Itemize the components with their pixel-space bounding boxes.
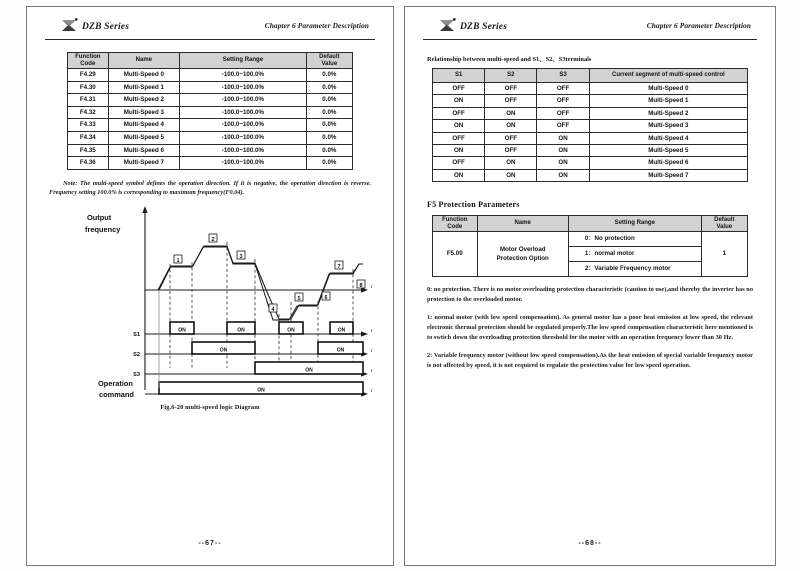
f5-table-body [433,232,748,277]
svg-text:Operation: Operation [98,378,133,388]
right-page-number: --68-- [578,540,602,547]
svg-text:ON: ON [305,367,313,374]
cell-s3: OFF [537,95,589,107]
svg-text:2: 2 [211,236,215,243]
cell-code: F4.32 [68,106,109,119]
cell-s3: OFF [537,120,589,132]
svg-text:4: 4 [271,306,275,313]
table-row [433,83,748,95]
col-default-value: Default Value [306,53,352,69]
cell-s1: ON [433,120,485,132]
cell-name: Multi-Speed 6 [108,144,180,157]
svg-text:ON: ON [219,347,228,354]
cell-s2: ON [485,120,537,132]
table-row [68,119,353,132]
cell-option-2: 2：Variable Frequency motor [568,262,701,277]
svg-text:t: t [371,387,373,394]
table-row [68,81,353,94]
cell-s3: OFF [537,83,589,95]
left-page-header [45,17,375,40]
name-line-2: Protection Option [496,255,549,263]
cell-range: -100.0~100.0% [180,69,307,82]
cell-s2: ON [485,157,537,169]
cell-segment: Multi-Speed 4 [589,132,747,144]
right-page-header [423,17,757,40]
col-setting-range: Setting Range [180,53,307,69]
relationship-title: Relationship between multi-speed and S1、S2、S3terminals [427,56,592,63]
table-row [68,157,353,170]
cell-segment: Multi-Speed 0 [589,83,747,95]
table-row [433,144,748,156]
cell-default: 0.0% [306,131,352,144]
cell-default: 0.0% [306,144,352,157]
company-logo-icon [61,18,78,33]
cell-name: Multi-Speed 2 [108,94,180,107]
cell-range: -100.0~100.0% [180,106,307,119]
cell-s1: OFF [433,132,485,144]
cell-default: 1 [701,232,747,277]
cell-s1: OFF [433,83,485,95]
cell-code: F5.00 [433,232,478,277]
protection-paragraph-1: 1: normal motor (with low speed compensation). As general motor has a poor heat emission at low speed, the relevant electronic thermal protection should be regulated properly.The low speed compensation characteristic here mentioned is to swtich down the overloading protection threshold for the motor with an operation frequency lower than 30 Hz. [427,314,753,342]
cell-s1: OFF [433,157,485,169]
svg-text:ON: ON [337,327,346,334]
cell-code: F4.29 [68,69,109,82]
cell-code: F4.33 [68,119,109,132]
svg-text:S2: S2 [133,351,140,358]
table-row [68,144,353,157]
cell-s2: OFF [485,144,537,156]
cell-code: F4.36 [68,157,109,170]
cell-default: 0.0% [306,69,352,82]
cell-code: F4.30 [68,81,109,94]
cell-s2: OFF [485,95,537,107]
svg-text:ON: ON [178,327,186,334]
col-function-code: Function Code [433,216,478,232]
table-row [68,69,353,82]
cell-name: Multi-Speed 4 [108,119,180,132]
brand-logo [439,18,507,33]
cell-s1: ON [433,95,485,107]
svg-text:Output: Output [87,212,112,222]
cell-range: -100.0~100.0% [180,131,307,144]
svg-text:8: 8 [359,282,363,289]
svg-text:ON: ON [287,327,295,334]
cell-segment: Multi-Speed 7 [589,169,747,181]
cell-s2: OFF [485,132,537,144]
cell-code: F4.34 [68,131,109,144]
figure-svg [41,202,379,400]
cell-s1: ON [433,144,485,156]
cell-name: Multi-Speed 5 [108,131,180,144]
table-row [68,106,353,119]
cell-s2: ON [485,169,537,181]
cell-default: 0.0% [306,81,352,94]
svg-text:6: 6 [324,294,328,301]
table-row [433,132,748,144]
left-page [26,6,394,566]
cell-option-0: 0：No protection [568,232,701,247]
cell-s1: OFF [433,107,485,119]
svg-text:ON: ON [336,347,345,354]
svg-text:S1: S1 [133,331,140,338]
right-page [404,6,776,566]
cell-s2: OFF [485,83,537,95]
col-default-value: Default Value [701,216,747,232]
svg-text:S3: S3 [133,371,140,378]
table-row [433,107,748,119]
cell-option-1: 1：normal motor [568,247,701,262]
f5-section-heading: F5 Protection Parameters [427,200,520,210]
svg-text:ON: ON [237,327,245,334]
cell-default: 0.0% [306,106,352,119]
svg-text:1: 1 [176,257,180,264]
cell-range: -100.0~100.0% [180,94,307,107]
terminal-truth-table [432,68,748,182]
col-s1: S1 [433,69,485,83]
cell-range: -100.0~100.0% [180,119,307,132]
svg-text:command: command [99,389,134,399]
cell-name: Multi-Speed 3 [108,106,180,119]
cell-segment: Multi-Speed 3 [589,120,747,132]
multi-speed-logic-figure [41,202,379,400]
company-logo-icon [439,18,456,33]
cell-default: 0.0% [306,94,352,107]
table-row [433,157,748,169]
cell-s3: ON [537,157,589,169]
cell-range: -100.0~100.0% [180,157,307,170]
brand-name: DZB Series [82,22,130,32]
col-s2: S2 [485,69,537,83]
cell-range: -100.0~100.0% [180,81,307,94]
col-name: Name [477,216,568,232]
col-name: Name [108,53,180,69]
truth-table-body [433,83,748,182]
cell-s3: ON [537,144,589,156]
cell-code: F4.35 [68,144,109,157]
svg-text:7: 7 [337,263,341,270]
chapter-title: Chapter 6 Parameter Description [264,21,369,30]
cell-s2: ON [485,107,537,119]
svg-text:frequency: frequency [85,224,121,234]
svg-text:t: t [371,283,373,290]
svg-text:t: t [371,367,373,374]
cell-segment: Multi-Speed 1 [589,95,747,107]
brand-logo [61,18,129,33]
col-function-code: Function Code [68,53,109,69]
col-setting-range: Setting Range [568,216,701,232]
col-s3: S3 [537,69,589,83]
col-segment: Current segment of multi-speed control [589,69,747,83]
protection-paragraph-0: 0: no protection. There is no motor overloading protection characteristic (caution to use),and thereby the inverter has no protection to the overloaded motor. [427,286,753,304]
cell-segment: Multi-Speed 5 [589,144,747,156]
table-row [433,169,748,181]
svg-text:t: t [371,327,373,334]
table-row [433,120,748,132]
cell-name [477,232,568,277]
cell-range: -100.0~100.0% [180,144,307,157]
cell-default: 0.0% [306,157,352,170]
cell-s1: ON [433,169,485,181]
cell-name: Multi-Speed 0 [108,69,180,82]
param-table-body [68,69,353,170]
cell-name: Multi-Speed 1 [108,81,180,94]
name-line-1: Motor Overload [499,246,546,254]
f5-protection-table [432,215,748,277]
table-row [68,94,353,107]
figure-caption: Fig.6-20 multi-speed logic Diagram [160,403,260,411]
cell-s3: ON [537,132,589,144]
multi-speed-parameter-table [67,52,353,170]
table-header-row [433,216,748,232]
svg-text:3: 3 [239,253,243,260]
cell-s3: ON [537,169,589,181]
svg-text:5: 5 [297,295,301,302]
svg-text:ON: ON [257,387,265,394]
svg-text:t: t [371,347,373,354]
table-header-row [433,69,748,83]
cell-segment: Multi-Speed 6 [589,157,747,169]
cell-name: Multi-Speed 7 [108,157,180,170]
brand-name: DZB Series [460,22,508,32]
table-row [433,95,748,107]
multi-speed-note: Note: The multi-speed symbol defines the operation direction. If it is negative, the operation direction is reverse. Frequency setting 100.0% is corresponding to maximum frequency(F0.04). [49,179,371,197]
table-row [433,232,748,247]
left-page-number: --67-- [198,540,222,547]
cell-segment: Multi-Speed 2 [589,107,747,119]
chapter-title: Chapter 6 Parameter Description [646,21,751,30]
cell-default: 0.0% [306,119,352,132]
table-header-row [68,53,353,69]
cell-code: F4.31 [68,94,109,107]
protection-paragraph-2: 2: Variable frequency motor (without low speed compensation).As the heat emission of special variable frequency motor is not affected by speed, it is not required to regulate the protection value for low speed operation. [427,352,753,370]
cell-s3: OFF [537,107,589,119]
table-row [68,131,353,144]
